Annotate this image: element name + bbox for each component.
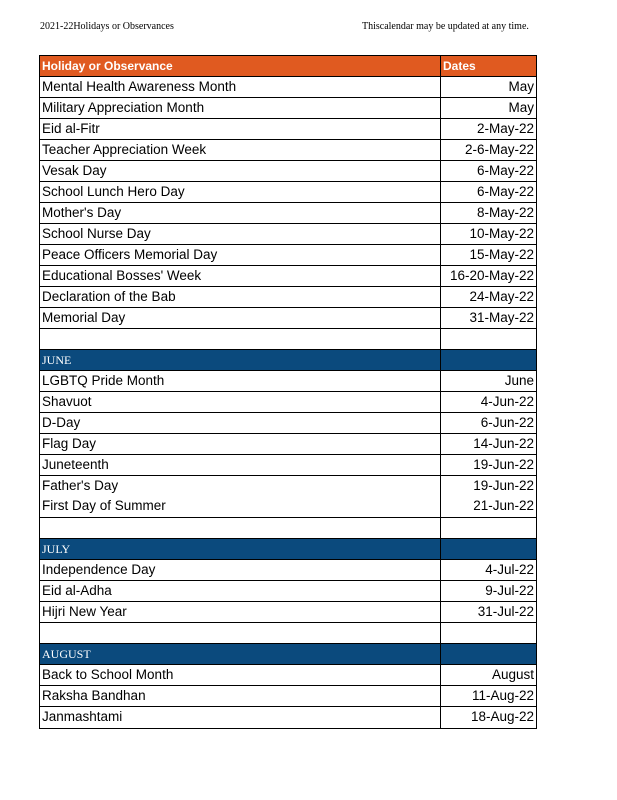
holiday-name: Independence Day — [40, 560, 441, 580]
table-row — [40, 182, 536, 203]
month-header-june — [40, 350, 536, 371]
table-row — [40, 308, 536, 329]
month-header-july — [40, 539, 536, 560]
table-row — [40, 476, 536, 518]
holiday-date: 6-May-22 — [476, 184, 534, 199]
table-row — [40, 581, 536, 602]
table-row — [40, 707, 536, 728]
holiday-date: 21-Jun-22 — [473, 498, 534, 513]
holiday-name: Peace Officers Memorial Day — [40, 245, 441, 265]
blank-row — [40, 329, 536, 350]
holiday-name: Raksha Bandhan — [40, 686, 441, 706]
holiday-name: Flag Day — [40, 434, 441, 454]
holiday-name: Educational Bosses' Week — [40, 266, 441, 286]
holiday-date: August — [491, 667, 534, 682]
month-label: JULY — [40, 539, 441, 559]
holiday-date: 15-May-22 — [469, 247, 534, 262]
holiday-date: May — [508, 79, 534, 94]
holiday-name: Mother's Day — [40, 203, 441, 223]
table-row — [40, 371, 536, 392]
table-row — [40, 602, 536, 623]
table-row — [40, 161, 536, 182]
update-notice: Thiscalendar may be updated at any time. — [362, 21, 529, 32]
holiday-name: Shavuot — [40, 392, 441, 412]
holiday-date: 4-Jun-22 — [480, 394, 534, 409]
table-header-row — [40, 56, 536, 77]
table-row — [40, 266, 536, 287]
holiday-date: 2-May-22 — [476, 121, 534, 136]
table-row — [40, 392, 536, 413]
holidays-table — [39, 55, 537, 729]
column-header-holiday: Holiday or Observance — [40, 56, 441, 76]
holiday-date: 24-May-22 — [469, 289, 534, 304]
holiday-date: 16-20-May-22 — [449, 268, 534, 283]
table-row — [40, 413, 536, 434]
holiday-name: Mental Health Awareness Month — [40, 77, 441, 97]
holiday-date: 31-May-22 — [469, 310, 534, 325]
table-row — [40, 560, 536, 581]
table-row — [40, 686, 536, 707]
table-row — [40, 203, 536, 224]
holiday-date: 11-Aug-22 — [471, 688, 534, 703]
holiday-date: 6-May-22 — [476, 163, 534, 178]
table-row — [40, 245, 536, 266]
holiday-date: 14-Jun-22 — [473, 436, 534, 451]
table-row — [40, 119, 536, 140]
holiday-name: First Day of Summer — [42, 498, 166, 513]
blank-row — [40, 518, 536, 539]
holiday-name: Teacher Appreciation Week — [40, 140, 441, 160]
blank-row — [40, 623, 536, 644]
holiday-name: Juneteenth — [40, 455, 441, 475]
holiday-name: Eid al-Fitr — [40, 119, 441, 139]
holiday-date: 31-Jul-22 — [477, 604, 534, 619]
table-row — [40, 98, 536, 119]
holiday-name: School Nurse Day — [40, 224, 441, 244]
holiday-name: D-Day — [40, 413, 441, 433]
holiday-date: 10-May-22 — [469, 226, 534, 241]
table-row — [40, 455, 536, 476]
holiday-date: 18-Aug-22 — [470, 709, 534, 724]
table-row — [40, 140, 536, 161]
holiday-date: 8-May-22 — [476, 205, 534, 220]
document-title: 2021-22Holidays or Observances — [40, 21, 174, 32]
holiday-name: Memorial Day — [40, 308, 441, 328]
holiday-date: 19-Jun-22 — [473, 478, 534, 493]
holiday-date: 4-Jul-22 — [485, 562, 534, 577]
holiday-date: June — [504, 373, 534, 388]
month-header-august — [40, 644, 536, 665]
holiday-name: Eid al-Adha — [40, 581, 441, 601]
table-row — [40, 665, 536, 686]
holiday-name: LGBTQ Pride Month — [40, 371, 441, 391]
holiday-name: Hijri New Year — [40, 602, 441, 622]
table-row — [40, 434, 536, 455]
holiday-date: 9-Jul-22 — [485, 583, 534, 598]
holiday-name: School Lunch Hero Day — [40, 182, 441, 202]
holiday-date: May — [508, 100, 534, 115]
holiday-name: Declaration of the Bab — [40, 287, 441, 307]
holiday-date: 19-Jun-22 — [473, 457, 534, 472]
column-header-dates: Dates — [443, 59, 476, 73]
holiday-name: Military Appreciation Month — [40, 98, 441, 118]
holiday-name: Father's Day — [42, 478, 119, 493]
holiday-name: Back to School Month — [40, 665, 441, 685]
month-label: JUNE — [40, 350, 441, 370]
table-row — [40, 287, 536, 308]
table-row — [40, 224, 536, 245]
holiday-date: 6-Jun-22 — [480, 415, 534, 430]
holiday-name: Vesak Day — [40, 161, 441, 181]
table-row — [40, 77, 536, 98]
month-label: AUGUST — [40, 644, 441, 664]
holiday-name: Janmashtami — [40, 707, 441, 728]
holiday-date: 2-6-May-22 — [464, 142, 534, 157]
